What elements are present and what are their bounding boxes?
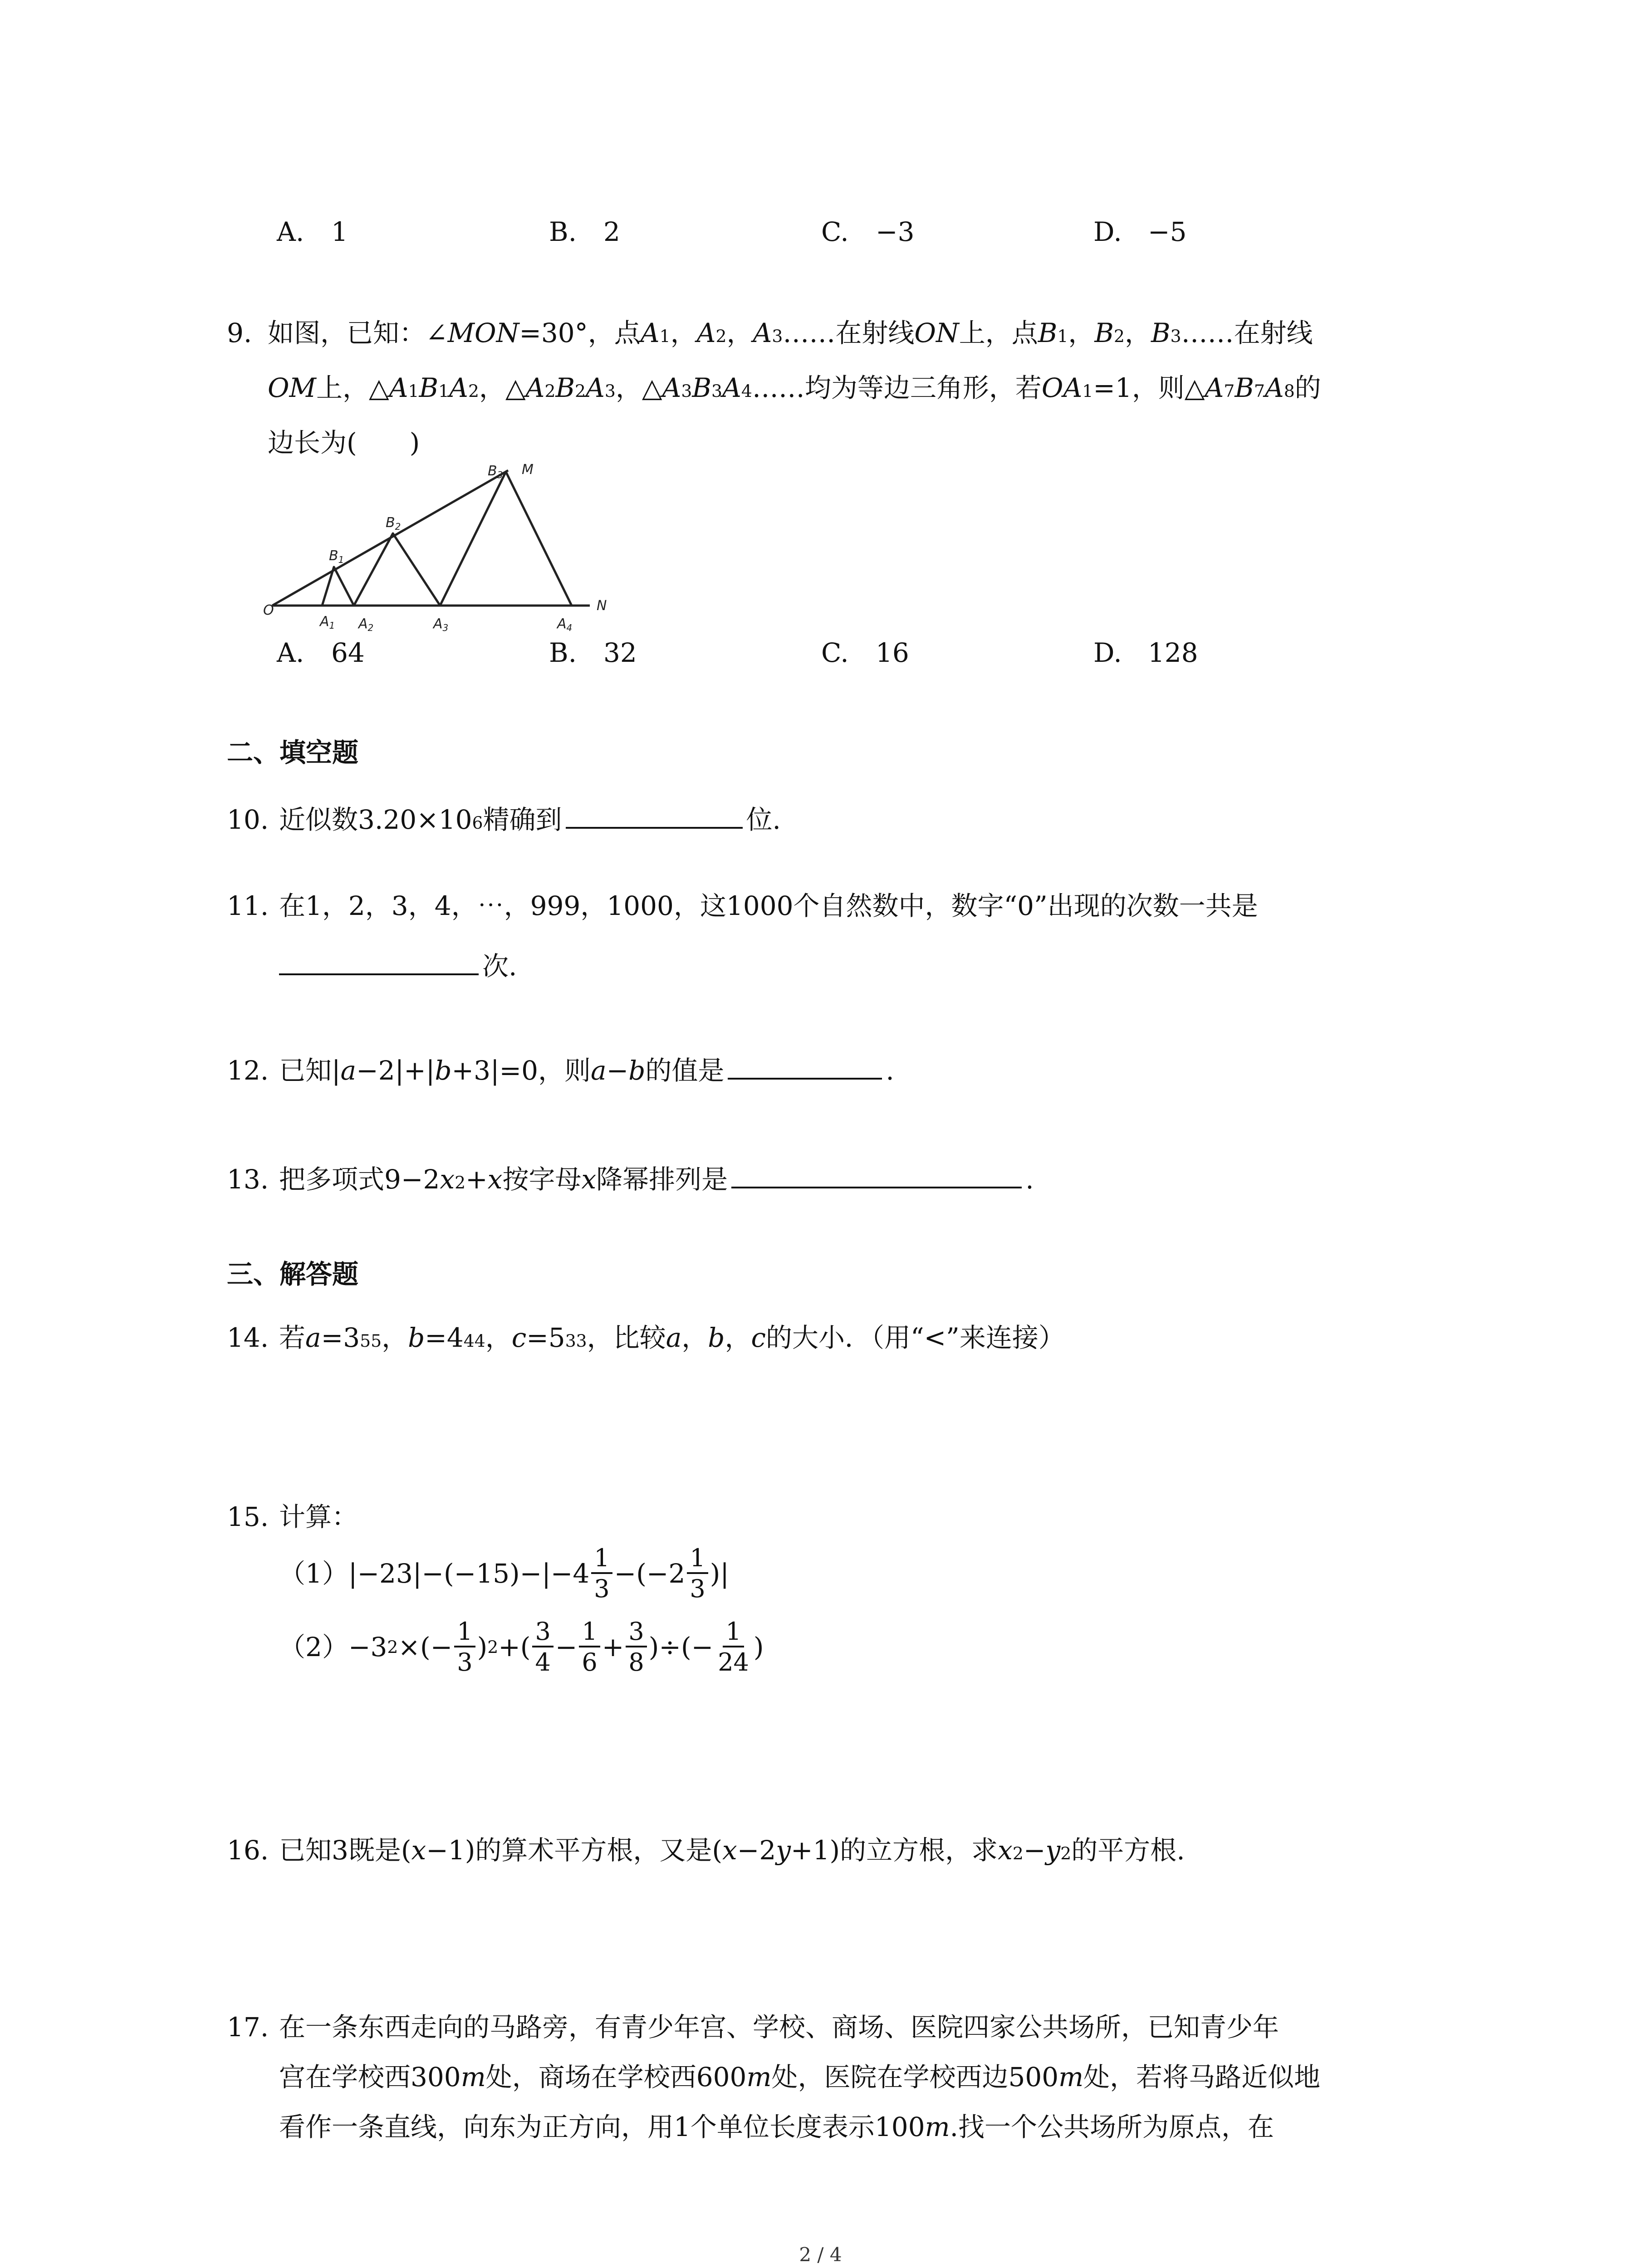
q17-line-1: 17. 在一条东西走向的马路旁，有青少年宫、学校、商场、医院四家公共场所，已知青少年 xyxy=(227,2012,1279,2043)
q15-title: 15. 计算： xyxy=(227,1501,358,1532)
fraction: $\frac{1}{3}$ xyxy=(591,1546,612,1601)
triangle-2 xyxy=(354,533,440,606)
label-a4: $A_4$ xyxy=(557,616,573,633)
q13: 13. 把多项式9−2 x 2 + x 按字母 x 降幂排列是 . xyxy=(227,1160,1034,1193)
q13-number: 13. xyxy=(227,1164,269,1195)
q10-number: 10. xyxy=(227,804,269,835)
q12-answer-blank xyxy=(728,1051,882,1080)
q9-option-d: D. 128 xyxy=(1093,637,1198,668)
label-b2: $B_2$ xyxy=(386,515,401,532)
q13-answer-blank xyxy=(731,1160,1022,1188)
q16: 16. 已知3既是( x −1)的算术平方根，又是( x −2 y +1)的立方根，求 x 2 − y 2 的平方根. xyxy=(227,1835,1185,1866)
q15-number: 15. xyxy=(227,1501,269,1532)
q9-number: 9. xyxy=(227,318,252,348)
q12: 12. 已知| a −2|+| b +3|=0，则 a − b 的值是 . xyxy=(227,1051,894,1084)
q9-line-1: 9. 如图，已知： ∠ MON =30°，点 A 1 ， A 2 ， A 3 …… 在射线 ON 上，点 B 1 ， B 2 ， B 3 …… 在射线 xyxy=(227,318,1313,348)
q9-options xyxy=(277,637,1275,668)
q14-number: 14. xyxy=(227,1322,269,1353)
q9-option-b: B. 32 xyxy=(549,637,637,668)
label-a3: $A_3$ xyxy=(433,616,449,633)
q11-answer-blank xyxy=(279,947,479,975)
label-n: N xyxy=(597,598,607,614)
q17-number: 17. xyxy=(227,2012,269,2043)
section-heading-fill-in: 二、填空题 xyxy=(227,737,359,768)
q15-part-2: （2） −3 2 ×(− $\frac{1}{3}$ ) 2 +( $\frac{3}{4}$ − $\frac{1}{6}$ + $\frac{3}{8}$ )÷(− $\frac{1}{24}$ ) xyxy=(279,1617,764,1677)
q17-line-2: 宫在学校西300 m 处，商场在学校西600 m 处，医院在学校西边500 m 处，若将马路近似地 xyxy=(279,2062,1321,2092)
q9-line-3: 边长为( ) xyxy=(268,427,420,458)
q11-number: 11. xyxy=(227,890,269,921)
q8-option-a: A. 1 xyxy=(277,216,348,247)
label-m: M xyxy=(522,462,534,478)
label-a1: $A_1$ xyxy=(320,614,335,631)
triangle-3 xyxy=(440,472,572,606)
q10: 10. 近似数3.20×10 6 精确到 位. xyxy=(227,801,781,833)
page-number: 2 / 4 xyxy=(799,2244,842,2266)
label-o: O xyxy=(263,602,274,618)
q8-options xyxy=(277,216,1275,247)
q9-option-a: A. 64 xyxy=(277,637,365,668)
fraction: $\frac{3}{4}$ xyxy=(532,1619,553,1675)
label-b3: $B_3$ xyxy=(488,463,503,480)
q8-option-d: D. −5 xyxy=(1093,216,1187,247)
label-a2: $A_2$ xyxy=(358,616,374,633)
fraction: $\frac{3}{8}$ xyxy=(626,1619,647,1675)
q9-line-2: OM 上， △ A 1 B 1 A 2 ， △ A 2 B 2 A 3 ， △ A 3 B 3 A 4 …… 均为等边三角形，若 OA 1 =1，则 △ A 7 B 7 A 8 的 xyxy=(268,372,1321,403)
triangle-1 xyxy=(322,567,354,606)
q12-number: 12. xyxy=(227,1055,269,1086)
q11-line-2: 次. xyxy=(279,947,517,979)
q14: 14. 若 a =3 55 ， b =4 44 ， c =5 33 ，比较 a ， b ， c 的大小．（用“<”来连接） xyxy=(227,1322,1065,1353)
fraction: $\frac{1}{6}$ xyxy=(579,1619,600,1675)
q8-option-c: C. −3 xyxy=(821,216,915,247)
q11-line-1: 11. 在1，2，3，4，⋯，999，1000，这1000个自然数中，数字“0”出现的次数一共是 xyxy=(227,890,1258,921)
q15-part-1: （1） |−23|−(−15)−|−4 $\frac{1}{3}$ −(−2 $\frac{1}{3}$ )| xyxy=(279,1544,729,1603)
fraction: $\frac{1}{3}$ xyxy=(454,1619,475,1675)
fraction: $\frac{1}{24}$ xyxy=(718,1617,749,1677)
q8-option-b: B. 2 xyxy=(549,216,620,247)
q17-line-3: 看作一条直线，向东为正方向，用1个单位长度表示100 m .找一个公共场所为原点，在 xyxy=(279,2112,1274,2142)
section-heading-solutions: 三、解答题 xyxy=(227,1259,359,1290)
fraction: $\frac{1}{3}$ xyxy=(687,1546,708,1601)
label-b1: $B_1$ xyxy=(329,548,344,565)
q16-number: 16. xyxy=(227,1835,269,1866)
q10-answer-blank xyxy=(566,801,743,829)
q9-option-c: C. 16 xyxy=(821,637,909,668)
q9-figure xyxy=(254,454,631,635)
